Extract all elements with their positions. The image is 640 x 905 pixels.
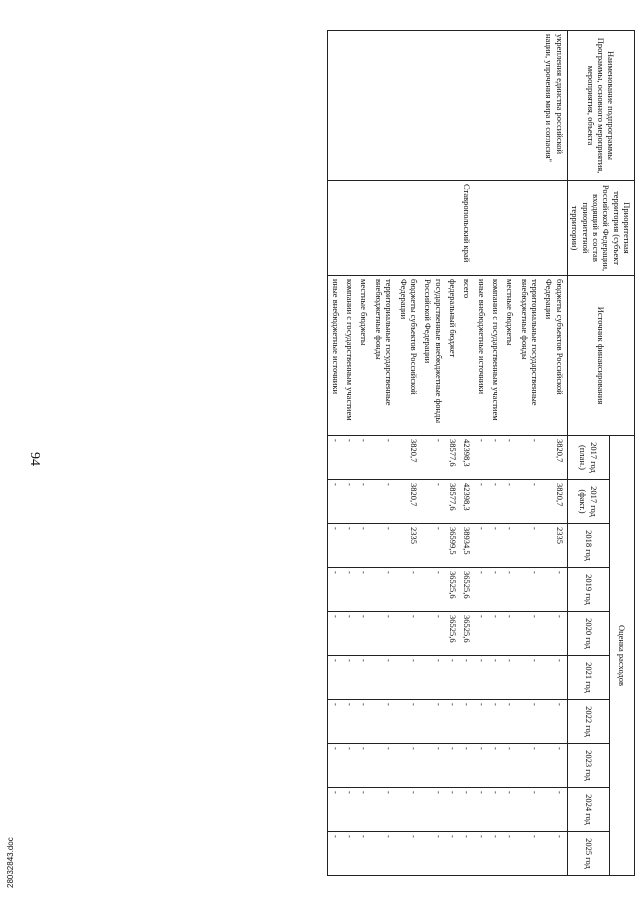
row-value-cell: -	[421, 656, 446, 700]
row-value-cell: 38934,5	[460, 524, 474, 568]
header-year: 2019 год	[567, 568, 609, 612]
row-value-cell: -	[474, 744, 488, 788]
row-name-cell	[357, 31, 371, 181]
row-value-cell: -	[371, 436, 396, 480]
table-row	[371, 31, 396, 876]
row-value-cell: -	[421, 832, 446, 876]
row-value-cell: -	[503, 656, 517, 700]
row-source-cell: иные внебюджетные источники	[328, 276, 343, 436]
row-value-cell: -	[474, 436, 488, 480]
header-year: 2022 год	[567, 700, 609, 744]
row-value-cell: 2335	[542, 524, 567, 568]
page-number: 94	[27, 452, 42, 466]
table-row	[446, 31, 460, 876]
header-name: Наименование подпрограммы Программы, основного мероприятия, мероприятия, объекта	[567, 31, 634, 181]
header-territory: Приоритетная территория (субъект Российской Федерации, входящий в состав приоритетной территории)	[567, 181, 634, 276]
row-value-cell: -	[371, 524, 396, 568]
row-value-cell: -	[474, 480, 488, 524]
row-value-cell: -	[396, 832, 421, 876]
row-value-cell: -	[343, 612, 357, 656]
header-source: Источник финансирования	[567, 276, 634, 436]
row-value-cell: -	[542, 568, 567, 612]
row-source-cell: государственные внебюджетные фонды Российской Федерации	[421, 276, 446, 436]
row-value-cell: -	[328, 568, 343, 612]
row-value-cell: -	[357, 744, 371, 788]
row-territory-cell: Ставропольский край	[460, 181, 474, 276]
row-value-cell: -	[474, 568, 488, 612]
row-value-cell: 3820,7	[542, 436, 567, 480]
row-value-cell: -	[489, 436, 503, 480]
row-name-cell	[474, 31, 488, 181]
row-value-cell: -	[396, 568, 421, 612]
row-value-cell: -	[421, 700, 446, 744]
row-name-cell	[421, 31, 446, 181]
table-row	[542, 31, 567, 876]
row-value-cell: -	[489, 788, 503, 832]
row-value-cell: -	[489, 480, 503, 524]
row-value-cell: -	[343, 744, 357, 788]
row-value-cell: -	[474, 524, 488, 568]
row-value-cell: -	[517, 700, 542, 744]
row-source-cell: территориальные государственные внебюджетные фонды	[371, 276, 396, 436]
row-territory-cell	[446, 181, 460, 276]
row-territory-cell	[421, 181, 446, 276]
row-value-cell: -	[460, 656, 474, 700]
row-source-cell: местные бюджеты	[503, 276, 517, 436]
row-value-cell: -	[343, 524, 357, 568]
header-year: 2017 год (план.)	[567, 436, 609, 480]
row-source-cell: бюджеты субъектов Российской Федерации	[396, 276, 421, 436]
header-year: 2018 год	[567, 524, 609, 568]
header-year: 2020 год	[567, 612, 609, 656]
row-value-cell: -	[396, 612, 421, 656]
row-value-cell: -	[446, 656, 460, 700]
row-source-cell: всего	[460, 276, 474, 436]
row-value-cell: -	[371, 700, 396, 744]
row-territory-cell	[396, 181, 421, 276]
row-value-cell: -	[517, 480, 542, 524]
row-value-cell: -	[371, 744, 396, 788]
row-value-cell: -	[343, 480, 357, 524]
row-value-cell: -	[542, 788, 567, 832]
row-value-cell: -	[396, 700, 421, 744]
row-value-cell: -	[503, 524, 517, 568]
row-value-cell: -	[357, 612, 371, 656]
row-name-cell	[517, 31, 542, 181]
row-value-cell: -	[489, 568, 503, 612]
header-year: 2023 год	[567, 744, 609, 788]
row-value-cell: 3820,7	[542, 480, 567, 524]
table-row	[421, 31, 446, 876]
row-value-cell: -	[542, 612, 567, 656]
row-value-cell: -	[542, 832, 567, 876]
row-value-cell: -	[328, 832, 343, 876]
row-value-cell: -	[371, 832, 396, 876]
row-value-cell: 36525,6	[446, 612, 460, 656]
row-value-cell: -	[474, 700, 488, 744]
row-value-cell: -	[357, 788, 371, 832]
row-source-cell: компании с государственным участием	[489, 276, 503, 436]
row-value-cell: -	[517, 656, 542, 700]
row-value-cell: -	[517, 524, 542, 568]
row-value-cell: -	[343, 568, 357, 612]
row-value-cell: -	[343, 700, 357, 744]
table-row	[328, 31, 343, 876]
row-value-cell: -	[503, 480, 517, 524]
header-year: 2024 год	[567, 788, 609, 832]
row-territory-cell	[343, 181, 357, 276]
row-name-cell	[460, 31, 474, 181]
row-value-cell: -	[517, 612, 542, 656]
header-estimate: Оценка расходов	[609, 436, 634, 876]
row-value-cell: -	[460, 744, 474, 788]
row-value-cell: -	[357, 700, 371, 744]
row-value-cell: -	[542, 656, 567, 700]
row-territory-cell	[517, 181, 542, 276]
row-value-cell: -	[328, 700, 343, 744]
row-value-cell: -	[517, 832, 542, 876]
row-value-cell: -	[371, 656, 396, 700]
row-value-cell: -	[328, 480, 343, 524]
table-row	[460, 31, 474, 876]
row-value-cell: -	[460, 788, 474, 832]
row-name-cell	[503, 31, 517, 181]
row-value-cell: -	[460, 700, 474, 744]
row-value-cell: -	[517, 788, 542, 832]
row-name-cell	[396, 31, 421, 181]
row-value-cell: -	[328, 788, 343, 832]
row-value-cell: 36525,6	[460, 568, 474, 612]
row-name-cell	[446, 31, 460, 181]
row-value-cell: -	[357, 480, 371, 524]
row-value-cell: -	[371, 788, 396, 832]
row-value-cell: 36525,6	[460, 612, 474, 656]
row-value-cell: -	[421, 436, 446, 480]
row-value-cell: 36599,5	[446, 524, 460, 568]
row-value-cell: -	[489, 832, 503, 876]
row-value-cell: 42398,3	[460, 480, 474, 524]
row-source-cell: иные внебюджетные источники	[474, 276, 488, 436]
row-value-cell: 36525,6	[446, 568, 460, 612]
header-year: 2021 год	[567, 656, 609, 700]
row-territory-cell	[542, 181, 567, 276]
row-value-cell: 3820,7	[396, 436, 421, 480]
row-name-cell: укрепления единства российской нации, упрочения мира и согласия"	[542, 31, 567, 181]
row-source-cell: федеральный бюджет	[446, 276, 460, 436]
row-value-cell: -	[489, 612, 503, 656]
row-value-cell: -	[371, 568, 396, 612]
row-value-cell: -	[542, 700, 567, 744]
row-value-cell: -	[421, 480, 446, 524]
document-number: 28032843.doc	[6, 837, 15, 888]
row-value-cell: -	[503, 612, 517, 656]
row-value-cell: -	[357, 524, 371, 568]
row-source-cell: местные бюджеты	[357, 276, 371, 436]
table-row	[396, 31, 421, 876]
row-value-cell: -	[503, 436, 517, 480]
row-value-cell: -	[421, 744, 446, 788]
row-value-cell: 42398,3	[460, 436, 474, 480]
row-value-cell: -	[343, 788, 357, 832]
row-value-cell: -	[371, 612, 396, 656]
row-value-cell: -	[517, 436, 542, 480]
row-value-cell: -	[446, 744, 460, 788]
row-value-cell: -	[421, 788, 446, 832]
table-row	[357, 31, 371, 876]
row-territory-cell	[474, 181, 488, 276]
row-value-cell: -	[503, 700, 517, 744]
rotated-table-container	[65, 30, 635, 875]
row-value-cell: -	[474, 612, 488, 656]
table-row	[489, 31, 503, 876]
row-value-cell: -	[446, 700, 460, 744]
header-year: 2017 год (факт.)	[567, 480, 609, 524]
row-value-cell: -	[328, 436, 343, 480]
row-name-cell	[371, 31, 396, 181]
row-value-cell: -	[489, 656, 503, 700]
row-value-cell: -	[503, 568, 517, 612]
row-source-cell: компании с государственным участием	[343, 276, 357, 436]
row-territory-cell	[503, 181, 517, 276]
row-territory-cell	[357, 181, 371, 276]
row-value-cell: -	[489, 524, 503, 568]
row-value-cell: -	[474, 832, 488, 876]
table-row	[517, 31, 542, 876]
financing-table	[327, 30, 635, 876]
row-value-cell: -	[328, 656, 343, 700]
header-row-top	[609, 31, 634, 876]
row-value-cell: -	[489, 700, 503, 744]
row-value-cell: -	[446, 832, 460, 876]
row-value-cell: -	[396, 744, 421, 788]
row-value-cell: -	[446, 788, 460, 832]
table-row	[474, 31, 488, 876]
row-value-cell: -	[503, 832, 517, 876]
row-value-cell: -	[474, 656, 488, 700]
row-value-cell: -	[357, 832, 371, 876]
row-value-cell: -	[421, 612, 446, 656]
table-body	[328, 31, 567, 876]
row-value-cell: -	[343, 656, 357, 700]
row-territory-cell	[328, 181, 343, 276]
row-value-cell: -	[357, 568, 371, 612]
row-territory-cell	[371, 181, 396, 276]
row-value-cell: 38577,6	[446, 436, 460, 480]
row-value-cell: -	[328, 524, 343, 568]
row-value-cell: -	[421, 568, 446, 612]
row-value-cell: -	[357, 436, 371, 480]
header-year: 2025 год	[567, 832, 609, 876]
row-value-cell: -	[489, 744, 503, 788]
row-name-cell	[343, 31, 357, 181]
row-name-cell	[489, 31, 503, 181]
row-value-cell: -	[460, 832, 474, 876]
row-value-cell: -	[517, 568, 542, 612]
row-value-cell: -	[396, 656, 421, 700]
row-value-cell: -	[421, 524, 446, 568]
row-value-cell: -	[396, 788, 421, 832]
table-row	[343, 31, 357, 876]
row-value-cell: 38577,6	[446, 480, 460, 524]
row-value-cell: -	[343, 436, 357, 480]
row-value-cell: -	[474, 788, 488, 832]
row-value-cell: -	[328, 744, 343, 788]
row-name-cell	[328, 31, 343, 181]
row-value-cell: -	[357, 656, 371, 700]
row-territory-cell	[489, 181, 503, 276]
row-value-cell: -	[503, 788, 517, 832]
row-value-cell: -	[343, 832, 357, 876]
row-value-cell: -	[371, 480, 396, 524]
row-value-cell: -	[542, 744, 567, 788]
table-row	[503, 31, 517, 876]
row-value-cell: 3820,7	[396, 480, 421, 524]
row-value-cell: -	[517, 744, 542, 788]
row-value-cell: 2335	[396, 524, 421, 568]
row-source-cell: бюджеты субъектов Российской Федерации	[542, 276, 567, 436]
row-value-cell: -	[328, 612, 343, 656]
row-value-cell: -	[503, 744, 517, 788]
row-source-cell: территориальные государственные внебюджетные фонды	[517, 276, 542, 436]
